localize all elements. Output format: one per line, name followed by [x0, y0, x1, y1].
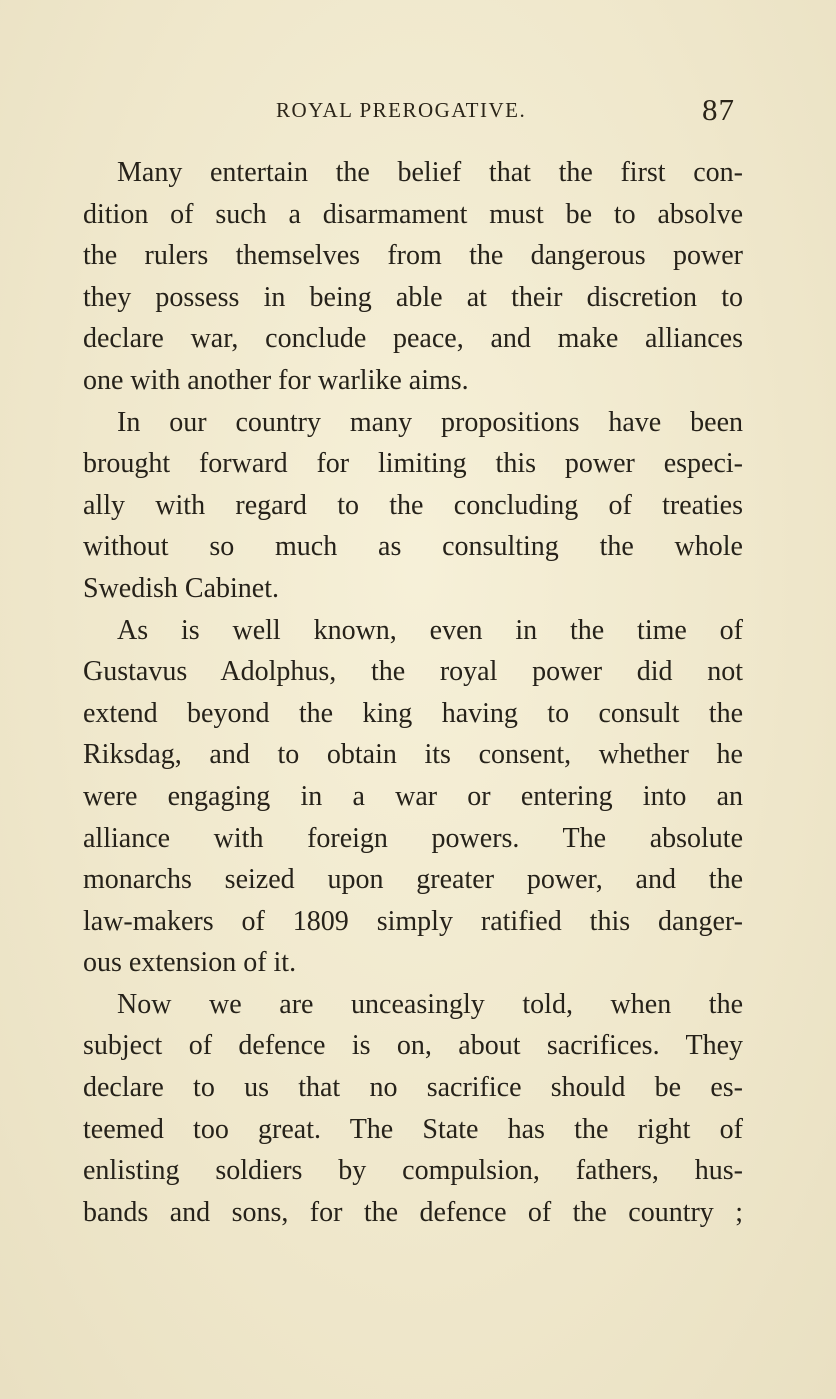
text-line: the rulers themselves from the dangerous power: [83, 240, 743, 272]
text-line: bands and sons, for the defence of the country ;: [83, 1196, 743, 1228]
text-line: As is well known, even in the time of: [117, 614, 743, 646]
text-line: brought forward for limiting this power especi-: [83, 448, 743, 480]
text-line: Now we are unceasingly told, when the: [117, 988, 743, 1020]
text-line: ally with regard to the concluding of treaties: [83, 489, 743, 521]
text-line: without so much as consulting the whole: [83, 531, 743, 563]
running-head: [0, 92, 836, 128]
page-number: 87: [702, 92, 735, 127]
body-text: [83, 152, 743, 1233]
text-line: Riksdag, and to obtain its consent, whether he: [83, 739, 743, 771]
text-line: Many entertain the belief that the first con-: [117, 157, 743, 188]
text-line: ous extension of it.: [83, 947, 297, 979]
text-line: alliance with foreign powers. The absolute: [83, 822, 743, 854]
running-title: ROYAL PREROGATIVE.: [276, 98, 527, 122]
text-line: subject of defence is on, about sacrifices. They: [83, 1030, 743, 1062]
text-line: were engaging in a war or entering into an: [83, 780, 743, 812]
text-line: Gustavus Adolphus, the royal power did not: [83, 656, 743, 688]
text-line: law-makers of 1809 simply ratified this danger-: [83, 905, 743, 937]
text-line: one with another for warlike aims.: [83, 364, 469, 396]
text-line: extend beyond the king having to consult the: [83, 697, 743, 729]
text-line: In our country many propositions have been: [117, 406, 743, 438]
text-line: dition of such a disarmament must be to absolve: [83, 198, 743, 230]
text-line: they possess in being able at their discretion to: [83, 281, 743, 313]
text-line: enlisting soldiers by compulsion, fathers, hus-: [83, 1155, 743, 1187]
text-line: Swedish Cabinet.: [83, 572, 279, 604]
text-line: monarchs seized upon greater power, and the: [83, 864, 743, 896]
text-line: declare war, conclude peace, and make alliances: [83, 323, 743, 355]
text-line: teemed too great. The State has the right of: [83, 1113, 743, 1145]
text-line: declare to us that no sacrifice should be es-: [83, 1072, 743, 1104]
